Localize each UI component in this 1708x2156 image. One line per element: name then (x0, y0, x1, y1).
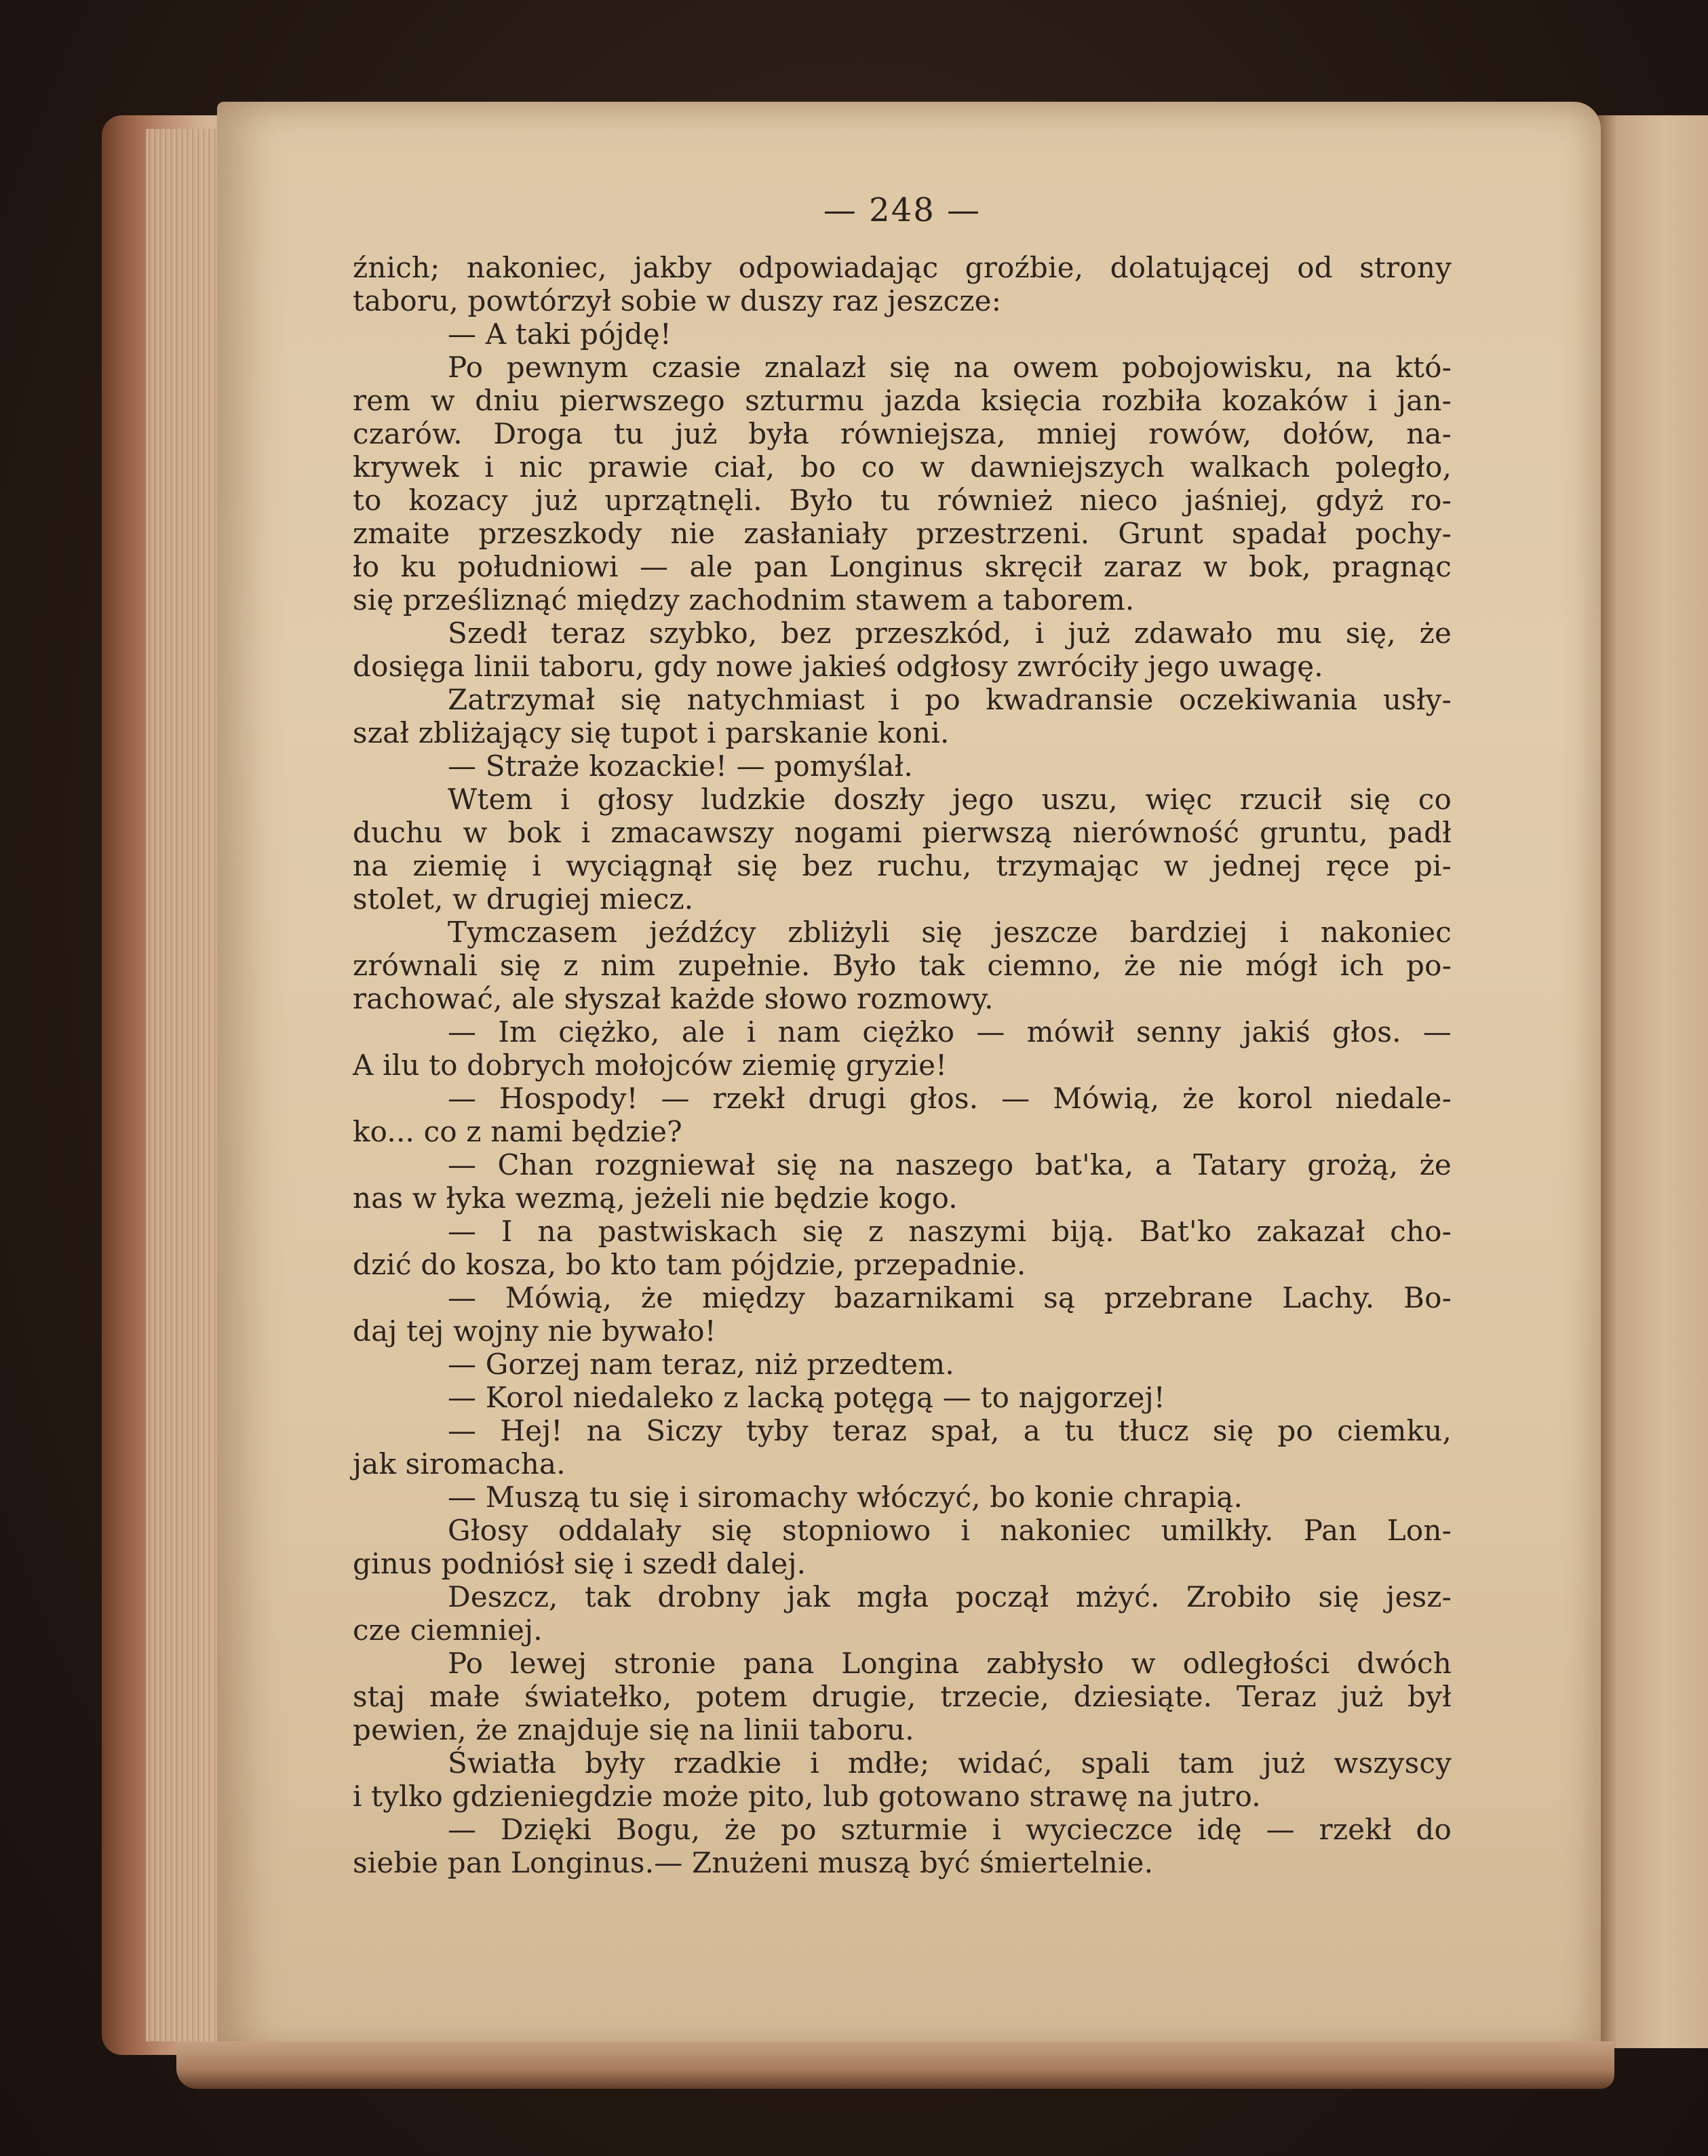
text-line: zrównali się z nim zupełnie. Było tak ciemno, że nie mógł ich po- (353, 949, 1452, 982)
text-line: stolet, w drugiej miecz. (353, 882, 694, 916)
text-line: — Dzięki Bogu, że po szturmie i wycieczce idę — rzekł do (448, 1813, 1452, 1846)
text-line: — Korol niedaleko z lacką potęgą — to najgorzej! (448, 1381, 1165, 1414)
text-line: pewien, że znajduje się na linii taboru. (353, 1713, 914, 1746)
text-lines (353, 251, 1452, 1879)
text-line: — Straże kozackie! — pomyślał. (448, 749, 913, 783)
text-line: — Gorzej nam teraz, niż przedtem. (448, 1348, 954, 1381)
text-line: czarów. Droga tu już była równiejsza, mniej rowów, dołów, na- (353, 417, 1452, 450)
text-line: i tylko gdzieniegdzie może pito, lub gotowano strawę na jutro. (353, 1780, 1261, 1813)
text-line: nas w łyka wezmą, jeżeli nie będzie kogo. (353, 1181, 958, 1215)
text-line: Wtem i głosy ludzkie doszły jego uszu, więc rzucił się co (448, 783, 1452, 816)
text-line: jak siromacha. (353, 1447, 566, 1481)
text-line: staj małe światełko, potem drugie, trzecie, dziesiąte. Teraz już był (353, 1680, 1452, 1713)
text-line: Deszcz, tak drobny jak mgła począł mżyć. Zrobiło się jesz- (448, 1580, 1452, 1613)
text-line: Głosy oddalały się stopniowo i nakoniec umilkły. Pan Lon- (448, 1514, 1452, 1547)
text-line: ginus podniósł się i szedł dalej. (353, 1547, 807, 1580)
text-line: taboru, powtórzył sobie w duszy raz jeszcze: (353, 284, 1002, 317)
text-line: — Hospody! — rzekł drugi głos. — Mówią, że korol niedale- (448, 1082, 1452, 1115)
page-number: — 248 — (823, 191, 982, 229)
text-line: A ilu to dobrych mołojców ziemię gryzie! (353, 1048, 948, 1082)
text-line: Po lewej stronie pana Longina zabłysło w odległości dwóch (448, 1647, 1452, 1680)
text-line: na ziemię i wyciągnął się bez ruchu, trzymając w jednej ręce pi- (353, 849, 1452, 882)
text-line: źnich; nakoniec, jakby odpowiadając groźbie, dolatującej od strony (353, 251, 1452, 284)
text-line: — Chan rozgniewał się na naszego bat'ka, a Tatary grożą, że (448, 1148, 1452, 1181)
text-line: krywek i nic prawie ciał, bo co w dawniejszych walkach poległo, (353, 450, 1452, 484)
text-line: cze ciemniej. (353, 1613, 543, 1647)
text-line: — A taki pójdę! (448, 317, 672, 351)
text-line: — Mówią, że między bazarnikami są przebrane Lachy. Bo- (448, 1281, 1452, 1314)
text-line: — Im ciężko, ale i nam ciężko — mówił senny jakiś głos. — (448, 1015, 1452, 1048)
text-line: — Muszą tu się i siromachy włóczyć, bo konie chrapią. (448, 1481, 1243, 1514)
text-line: dosięga linii taboru, gdy nowe jakieś odgłosy zwróciły jego uwagę. (353, 650, 1323, 683)
text-line: się prześliznąć między zachodnim stawem a taborem. (353, 583, 1135, 616)
text-line: siebie pan Longinus.— Znużeni muszą być śmiertelnie. (353, 1846, 1154, 1879)
text-line: ko... co z nami będzie? (353, 1115, 682, 1148)
page-stack-bottom (176, 2041, 1614, 2089)
facing-page-edge (1594, 115, 1708, 2048)
text-line: rem w dniu pierwszego szturmu jazda księcia rozbiła kozaków i jan- (353, 384, 1452, 417)
page-text (353, 183, 1452, 1879)
text-line: ło ku południowi — ale pan Longinus skręcił zaraz w bok, pragnąc (353, 550, 1452, 583)
text-line: dzić do kosza, bo kto tam pójdzie, przepadnie. (353, 1248, 1026, 1281)
text-line: Światła były rzadkie i mdłe; widać, spali tam już wszyscy (448, 1746, 1452, 1780)
text-line: Szedł teraz szybko, bez przeszkód, i już zdawało mu się, że (448, 616, 1452, 650)
text-line: — I na pastwiskach się z naszymi biją. Bat'ko zakazał cho- (448, 1215, 1452, 1248)
text-line: szał zbliżający się tupot i parskanie koni. (353, 716, 950, 749)
text-line: Tymczasem jeźdźcy zbliżyli się jeszcze bardziej i nakoniec (448, 916, 1452, 949)
text-line: rachować, ale słyszał każde słowo rozmowy. (353, 982, 994, 1015)
text-line: daj tej wojny nie bywało! (353, 1314, 716, 1348)
text-line: to kozacy już uprzątnęli. Było tu również nieco jaśniej, gdyż ro- (353, 484, 1452, 517)
text-line: Zatrzymał się natychmiast i po kwadransie oczekiwania usły- (448, 683, 1452, 716)
text-line: duchu w bok i zmacawszy nogami pierwszą nierówność gruntu, padł (353, 816, 1452, 849)
text-line: — Hej! na Siczy tyby teraz spał, a tu tłucz się po ciemku, (448, 1414, 1452, 1447)
text-line: Po pewnym czasie znalazł się na owem pobojowisku, na któ- (448, 351, 1452, 384)
text-line: zmaite przeszkody nie zasłaniały przestrzeni. Grunt spadał pochy- (353, 517, 1452, 550)
